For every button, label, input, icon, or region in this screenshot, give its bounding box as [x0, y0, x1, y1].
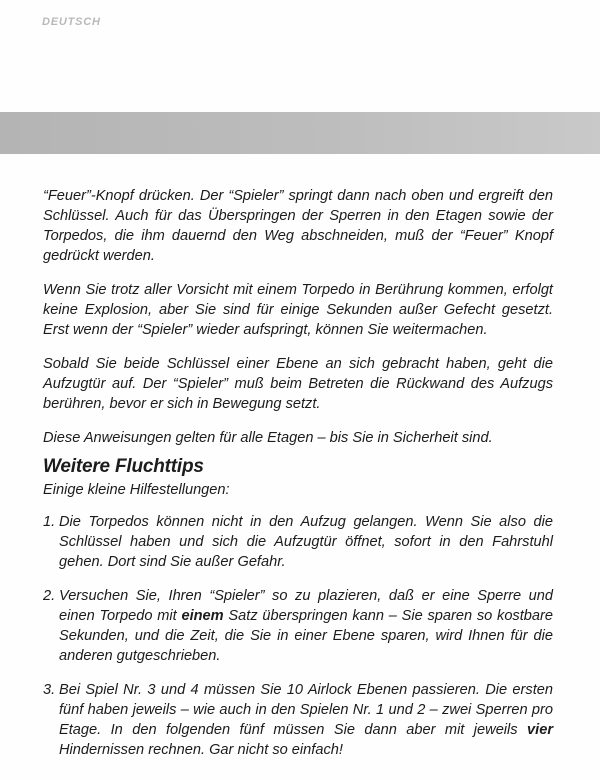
tips-list — [43, 512, 553, 760]
paragraph: Wenn Sie trotz aller Vorsicht mit einem Torpedo in Berührung kommen, erfolgt keine Explosion, aber Sie sind für einige Sekunden außer Gefecht gesetzt. Erst wenn der “Spieler” wieder aufspringt, können Sie weitermachen. — [43, 282, 553, 338]
paragraph: “Feuer”-Knopf drücken. Der “Spieler” springt dann nach oben und ergreift den Schlüssel. Auch für das Überspringen der Sperren in den Etagen sowie der Torpedos, die ihm dauernd den Weg abschneiden, muß der “Feuer” Knopf gedrückt werden. — [43, 188, 553, 264]
text-part: Bei Spiel Nr. 3 und 4 müssen Sie 10 Airlock Ebenen passieren. Die ersten fünf haben jeweils – wie auch in den Spielen Nr. 1 und 2 – zwei Sperren pro Etage. In den folgenden fünf müssen Sie dann aber mit jeweils — [59, 682, 553, 738]
list-item — [43, 512, 553, 572]
section-title: Weitere Fluchttips — [43, 456, 204, 477]
list-number: 3. — [43, 682, 56, 698]
list-text: Die Torpedos können nicht in den Aufzug gelangen. Wenn Sie also die Schlüssel haben und sich die Aufzugtür öffnet, sofort in den Fahrstuhl gehen. Dort sind Sie außer Gefahr. — [59, 514, 553, 570]
paragraph: Diese Anweisungen gelten für alle Etagen – bis Sie in Sicherheit sind. — [43, 430, 493, 446]
paragraph: Sobald Sie beide Schlüssel einer Ebene an sich gebracht haben, geht die Aufzugtür auf. Der “Spieler” muß beim Betreten die Rückwand des Aufzugs berühren, bevor er sich in Bewegung setzt. — [43, 356, 553, 412]
list-number: 1. — [43, 514, 56, 530]
page-content — [43, 186, 553, 774]
language-label: DEUTSCH — [42, 16, 101, 28]
section-intro: Einige kleine Hilfestellungen: — [43, 482, 230, 498]
list-text — [59, 586, 553, 666]
emphasis-text: vier — [527, 722, 553, 738]
list-number: 2. — [43, 588, 56, 604]
header-band — [0, 112, 600, 154]
text-part: Satz überspringen kann – Sie sparen so kostbare Sekunden, und die Zeit, die Sie in einer Ebene sparen, wird Ihnen für die anderen gutgeschrieben. — [59, 608, 553, 664]
emphasis-text: einem — [181, 608, 224, 624]
list-item — [43, 586, 553, 666]
text-part: Versuchen Sie, Ihren “Spieler” so zu plazieren, daß er eine Sperre und einen Torpedo mit — [59, 588, 553, 624]
list-item — [43, 680, 553, 760]
text-part: Hindernissen rechnen. Gar nicht so einfach! — [59, 742, 343, 758]
list-text — [59, 680, 553, 760]
